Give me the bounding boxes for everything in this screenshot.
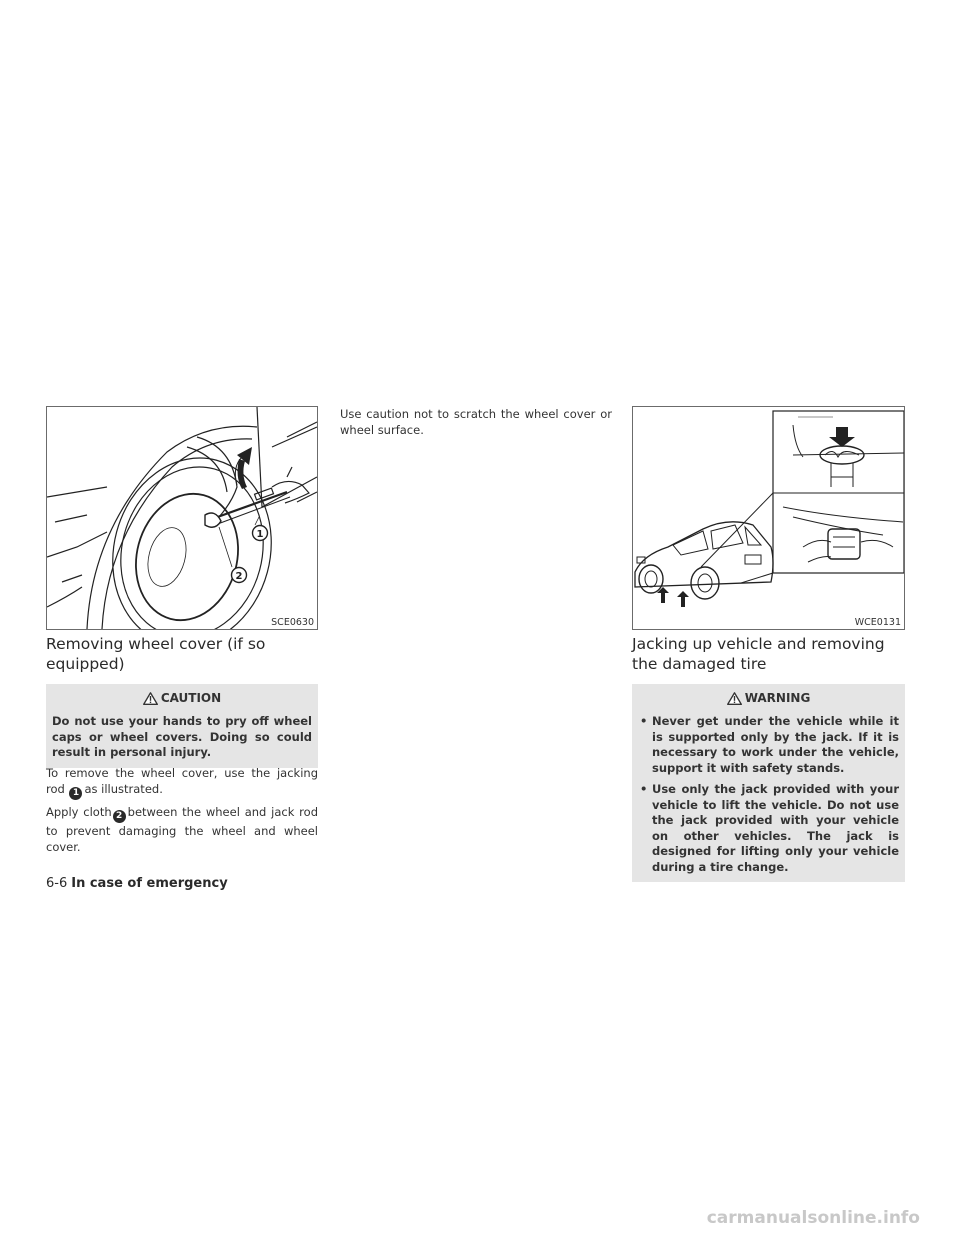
- para1-text-before: To remove the wheel cover, use the jacking rod: [46, 766, 318, 796]
- bullet-mark: •: [640, 714, 648, 728]
- jacking-point-drawing: [633, 407, 904, 629]
- warning-item-text: Never get under the vehicle while it is supported only by the jack. If it is necessary to work under the vehicle, support it with safety stands.: [652, 714, 899, 775]
- bullet-mark: •: [640, 782, 648, 796]
- warning-triangle-icon: [143, 692, 158, 705]
- caution-text: Do not use your hands to pry off wheel caps or wheel covers. Doing so could result in personal injury.: [52, 714, 312, 759]
- paragraph-apply-cloth: [46, 804, 318, 855]
- warning-label: WARNING: [744, 691, 811, 705]
- warning-item-text: Use only the jack provided with your vehicle to lift the vehicle. Do not use the jack provided with your vehicle on other vehicles. The jack is designed for lifting only your vehicle during a tire change.: [652, 782, 899, 874]
- page-number: 6-6: [46, 876, 68, 891]
- wheel-cover-illustration: [46, 406, 318, 630]
- wheel-cover-drawing: [47, 407, 317, 629]
- page-footer: [46, 876, 228, 891]
- callout-1: 1: [256, 529, 264, 540]
- section-heading-jacking: Jacking up vehicle and removing the damaged tire: [632, 635, 885, 673]
- section-heading-wheel-cover: Removing wheel cover (if so equipped): [46, 635, 266, 673]
- warning-item: [638, 714, 899, 776]
- para2-text-after: between the wheel and jack rod to prevent damaging the wheel and wheel cover.: [46, 805, 318, 854]
- paragraph-caution-scratch: Use caution not to scratch the wheel cover or wheel surface.: [340, 407, 612, 437]
- warning-item: [638, 782, 899, 875]
- jacking-point-illustration: [632, 406, 905, 630]
- warning-triangle-icon: [727, 692, 742, 705]
- footer-section-title: In case of emergency: [71, 876, 228, 891]
- figure-code: WCE0131: [854, 617, 901, 628]
- paragraph-remove-cover: [46, 765, 318, 800]
- figure-code: SCE0630: [271, 617, 314, 628]
- caution-box: [46, 684, 318, 768]
- watermark: carmanualsonline.info: [706, 1208, 920, 1228]
- warning-header: [638, 690, 899, 706]
- caution-header: [52, 690, 312, 706]
- warning-list: [638, 714, 899, 875]
- warning-box: [632, 684, 905, 882]
- para2-text-before: Apply cloth: [46, 805, 112, 819]
- para1-text-after: as illustrated.: [84, 782, 163, 796]
- callout-2: 2: [235, 571, 243, 582]
- callout-2-inline: 2: [113, 810, 126, 823]
- caution-label: CAUTION: [160, 691, 222, 705]
- callout-1-inline: 1: [69, 787, 82, 800]
